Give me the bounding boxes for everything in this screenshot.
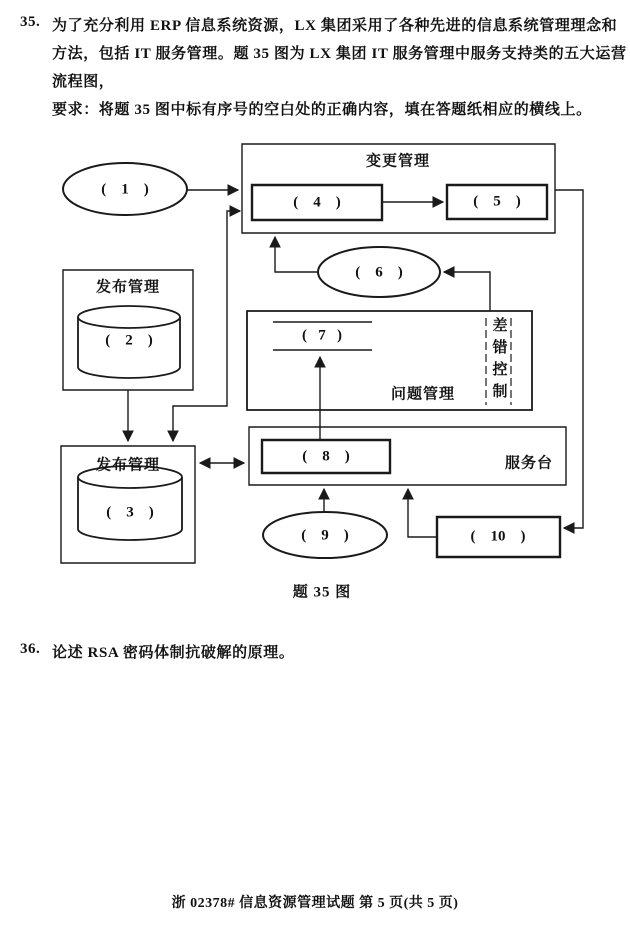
- arrow-problem-to-6: [444, 272, 490, 311]
- blank-8: ( 8 ): [302, 448, 350, 465]
- blank-9: ( 9 ): [301, 527, 349, 544]
- problem-management-label: 问题管理: [390, 386, 456, 403]
- blank-3-cylinder: [78, 466, 182, 540]
- blank-6: ( 6 ): [355, 264, 403, 281]
- blank-4: ( 4 ): [293, 194, 341, 211]
- question-36-number: 36.: [20, 641, 41, 657]
- service-desk-label: 服务台: [504, 455, 554, 472]
- question-35-line-4: 要求：将题 35 图中标有序号的空白处的正确内容，填在答题纸相应的横线上。: [52, 102, 592, 118]
- question-35-line-1: 为了充分利用 ERP 信息系统资源，LX 集团采用了各种先进的信息系统管理理念和: [52, 18, 618, 34]
- arrow-10-to-desk: [408, 489, 437, 537]
- question-35-line-3: 流程图，: [52, 74, 115, 90]
- blank-2: ( 2 ): [105, 332, 153, 349]
- figure-caption: 题 35 图: [292, 584, 352, 601]
- question-36-text: 论述 RSA 密码体制抗破解的原理。: [52, 645, 295, 661]
- release-management-bottom-label: 发布管理: [95, 457, 161, 474]
- blank-1: ( 1 ): [101, 181, 149, 198]
- question-35-number: 35.: [20, 14, 41, 30]
- connector-change-to-10: [555, 190, 583, 528]
- page-footer: 浙 02378# 信息资源管理试题 第 5 页(共 5 页): [171, 896, 459, 911]
- connector-change-release-bottom: [173, 211, 240, 441]
- arrow-6-to-change: [275, 237, 318, 272]
- change-management-label: 变更管理: [365, 153, 431, 170]
- release-management-top-label: 发布管理: [95, 279, 161, 296]
- blank-5: ( 5 ): [473, 193, 521, 210]
- blank-7: ( 7 ): [302, 327, 342, 344]
- blank-3: ( 3 ): [106, 504, 154, 521]
- blank-10: ( 10 ): [470, 528, 526, 545]
- error-control-label: 差错控制: [490, 317, 507, 405]
- question-35-line-2: 方法，包括 IT 服务管理。题 35 图为 LX 集团 IT 服务管理中服务支持类的五大运营: [52, 46, 627, 62]
